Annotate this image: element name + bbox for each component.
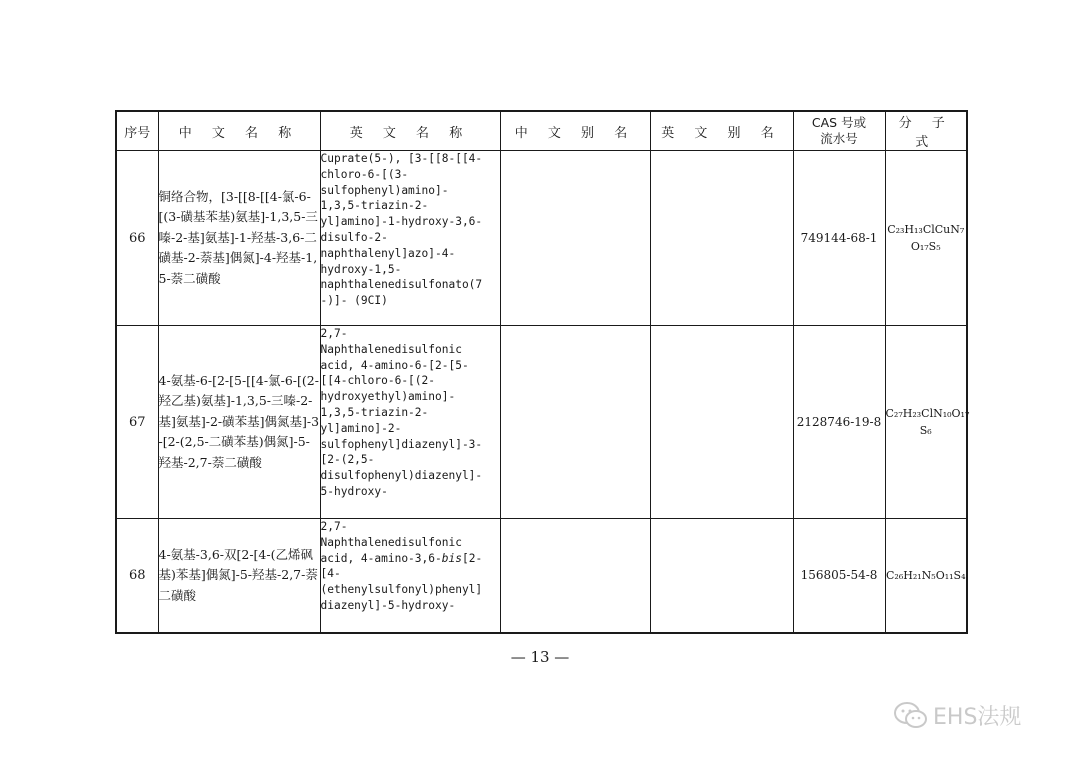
row-seq: 67 xyxy=(116,326,158,519)
row-en-name: 2,7- Naphthalenedisulfonic acid, 4-amino-6-[2-[5- [[4-chloro-6-[(2- hydroxyethyl)amino]- 1,3,5-triazin-2- yl]amino]-2- sulfophenyl]diazenyl]-3- [2-(2,5- disulfophenyl)diazenyl]- 5-hydroxy- xyxy=(320,326,500,519)
header-en-alias xyxy=(650,111,793,151)
row-cn-name: 4-氨基-3,6-双[2-[4-(乙烯砜基)苯基]偶氮]-5-羟基-2,7-萘二磺酸 xyxy=(158,519,320,633)
row-seq: 68 xyxy=(116,519,158,633)
row-cn-alias xyxy=(500,326,650,519)
page-number: — 13 — xyxy=(510,648,570,666)
header-formula-label: 分 子 式 xyxy=(898,116,953,150)
header-cas xyxy=(793,111,885,151)
row-en-alias xyxy=(650,326,793,519)
row-en-name xyxy=(320,519,500,633)
row-en-alias xyxy=(650,519,793,633)
row-cn-alias xyxy=(500,519,650,633)
row-formula: C₂₇H₂₃ClN₁₀O₁₇ S₆ xyxy=(885,326,967,519)
wechat-icon xyxy=(893,701,929,731)
header-cn-alias-label: 中 文 别 名 xyxy=(514,125,636,141)
header-cn-name xyxy=(158,111,320,151)
watermark xyxy=(893,700,1021,731)
header-en-name xyxy=(320,111,500,151)
header-cn-alias xyxy=(500,111,650,151)
header-en-alias-label: 英 文 别 名 xyxy=(661,125,782,141)
row-en-name: Cuprate(5-), [3-[[8-[[4- chloro-6-[(3- sulfophenyl)amino]- 1,3,5-triazin-2- yl]amino]-1-hydroxy-3,6- disulfo-2- naphthalenyl]azo]-4- hydroxy-1,5- naphthalenedisulfonato(7 -)]- (9CI) xyxy=(320,151,500,326)
row-cn-alias xyxy=(500,151,650,326)
header-seq: 序号 xyxy=(116,111,158,151)
row-cas: 749144-68-1 xyxy=(793,151,885,326)
row-formula: C₂₆H₂₁N₅O₁₁S₄ xyxy=(885,519,967,633)
row-en-alias xyxy=(650,151,793,326)
header-formula xyxy=(885,111,967,151)
table-row xyxy=(116,326,967,519)
row-cn-name: 4-氨基-6-[2-[5-[[4-氯-6-[(2-羟乙基)氨基]-1,3,5-三嗪-2-基]氨基]-2-磺苯基]偶氮基]-3-[2-(2,5-二磺苯基)偶氮]-5-羟基-2,7-萘二磺酸 xyxy=(158,326,320,519)
row-cn-name: 铜络合物，[3-[[8-[[4-氯-6-[(3-磺基苯基)氨基]-1,3,5-三嗪-2-基]氨基]-1-羟基-3,6-二磺基-2-萘基]偶氮]-4-羟基-1,5-萘二磺酸 xyxy=(158,151,320,326)
table-row xyxy=(116,151,967,326)
header-en-name-label: 英 文 名 称 xyxy=(349,125,471,141)
row-seq: 66 xyxy=(116,151,158,326)
header-cas-line2: 流水号 xyxy=(820,131,858,146)
row-formula: C₂₃H₁₃ClCuN₇ O₁₇S₅ xyxy=(885,151,967,326)
chemical-table xyxy=(115,110,968,634)
row-cas: 2128746-19-8 xyxy=(793,326,885,519)
watermark-text: EHS法规 xyxy=(933,705,1022,730)
row-en-name-italic: bis xyxy=(441,551,462,565)
row-en-name-post: [2- [4- (ethenylsulfonyl)phenyl] diazenyl]-5-hydroxy- xyxy=(320,551,483,612)
header-cn-name-label: 中 文 名 称 xyxy=(178,125,300,141)
header-row xyxy=(116,111,967,151)
table-row xyxy=(116,519,967,633)
row-en-name-pre: 2,7- Naphthalenedisulfonic acid, 4-amino-3,6- xyxy=(320,520,462,565)
header-cas-line1: CAS 号或 xyxy=(811,115,867,130)
row-cas: 156805-54-8 xyxy=(793,519,885,633)
